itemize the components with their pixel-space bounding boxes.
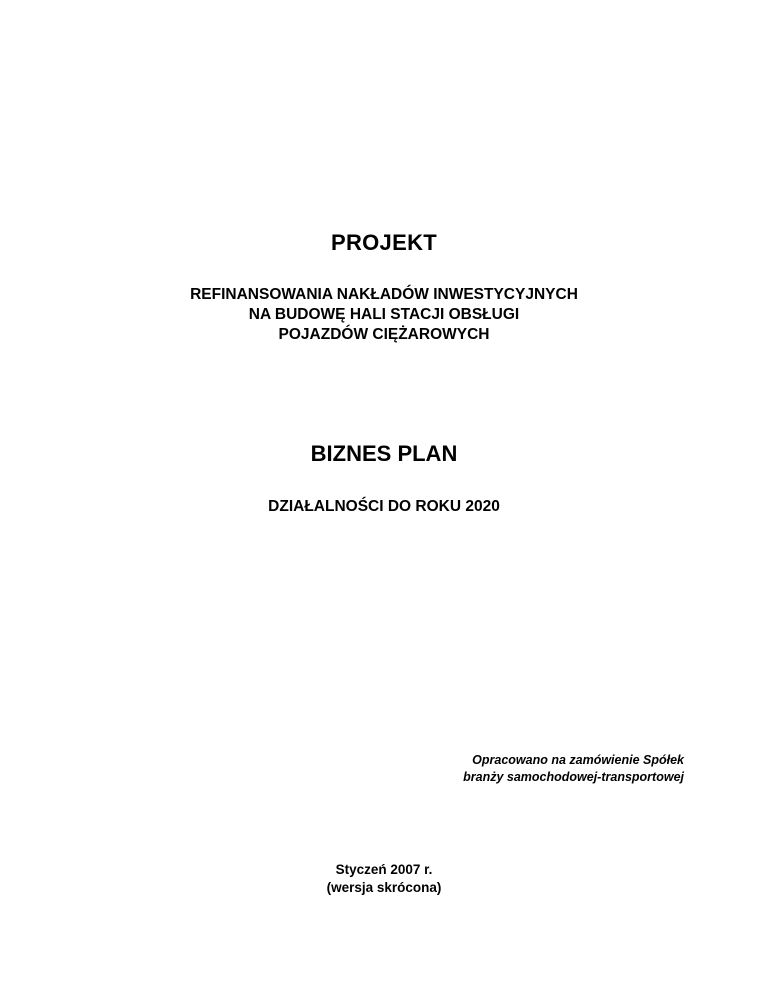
prepared-for-line: branży samochodowej-transportowej [463,770,684,784]
project-subtitle-line: NA BUDOWĘ HALI STACJI OBSŁUGI [248,306,520,323]
prepared-for-note [463,752,684,786]
business-plan-subtitle: DZIAŁALNOŚCI DO ROKU 2020 [268,498,500,515]
document-version: (wersja skrócona) [326,880,442,895]
project-subtitle-line: REFINANSOWANIA NAKŁADÓW INWESTYCYJNYCH [190,286,578,303]
date-block [0,861,768,897]
project-subtitle [0,285,768,345]
prepared-for-line: Opracowano na zamówienie Spółek [472,753,684,767]
document-date: Styczeń 2007 r. [335,862,433,877]
project-subtitle-line: POJAZDÓW CIĘŻAROWYCH [278,326,490,343]
business-plan-title: BIZNES PLAN [310,441,458,466]
project-title: PROJEKT [330,230,437,255]
